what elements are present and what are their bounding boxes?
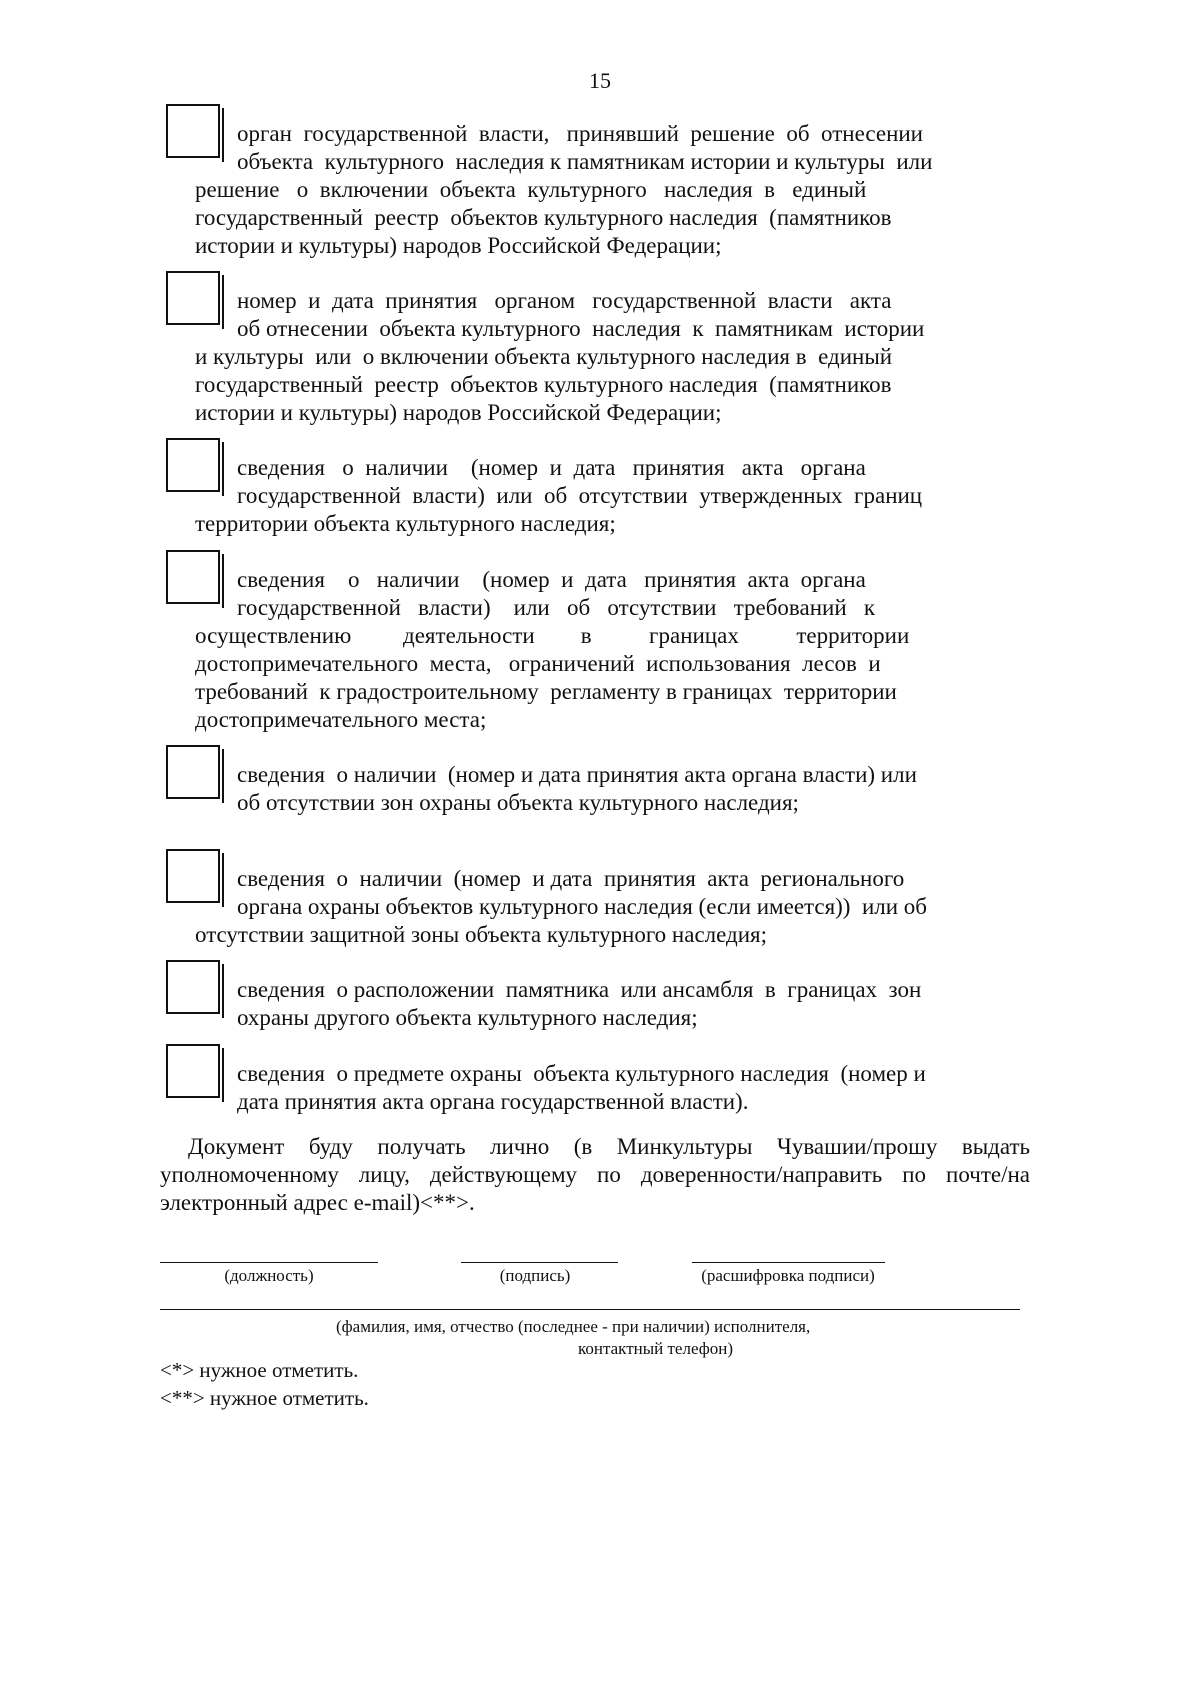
item-4-line-6: достопримечательного места; — [195, 707, 487, 732]
item-4-line-2: государственной власти) или об отсутствии требований к — [237, 595, 876, 620]
item-3-line-2: государственной власти) или об отсутствии утвержденных границ — [237, 483, 923, 508]
checkbox-2[interactable] — [166, 271, 220, 325]
delivery-paragraph: Документ буду получать лично (в Минкультуры Чувашии/прошу выдать уполномоченному лицу, действующему по доверенности/направить по почте/на электронный адрес e-mail)<**>. — [160, 1134, 1030, 1215]
executor-label-line-2: контактный телефон) — [578, 1339, 733, 1358]
decoding-label: (расшифровка подписи) — [701, 1266, 875, 1285]
item-1-line-3: решение о включении объекта культурного наследия в единый — [195, 177, 867, 202]
item-1-line-1: орган государственной власти, принявший решение об отнесении — [237, 121, 923, 146]
item-8-line-1: сведения о предмете охраны объекта культурного наследия (номер и — [237, 1061, 926, 1086]
item-3-line-1: сведения о наличии (номер и дата принятия акта органа — [237, 455, 866, 480]
item-4-line-5: требований к градостроительному регламенту в границах территории — [195, 679, 897, 704]
item-6-line-2: органа охраны объектов культурного наследия (если имеется)) или об — [237, 894, 928, 919]
executor-line[interactable] — [160, 1309, 1020, 1310]
item-5-line-1: сведения о наличии (номер и дата принятия акта органа власти) или — [237, 762, 917, 787]
checkbox-7[interactable] — [166, 960, 220, 1014]
checkbox-6[interactable] — [166, 849, 220, 903]
item-2-line-5: истории и культуры) народов Российской Федерации; — [195, 400, 722, 425]
item-2-line-1: номер и дата принятия органом государственной власти акта — [237, 288, 892, 313]
item-1-line-2: объекта культурного наследия к памятникам истории и культуры или — [237, 149, 933, 174]
page-number: 15 — [589, 68, 611, 93]
footnote-1: <*> нужное отметить. — [160, 1358, 359, 1382]
item-2-line-2: об отнесении объекта культурного наследия к памятникам истории — [237, 316, 925, 341]
signature-label: (подпись) — [499, 1266, 571, 1285]
executor-label-line-1: (фамилия, имя, отчество (последнее - при наличии) исполнителя, — [336, 1317, 811, 1336]
item-1-line-4: государственный реестр объектов культурного наследия (памятников — [195, 205, 892, 230]
checkbox-3[interactable] — [166, 438, 220, 492]
item-2-line-3: и культуры или о включении объекта культурного наследия в единый — [195, 344, 893, 369]
item-4-line-1: сведения о наличии (номер и дата принятия акта органа — [237, 567, 866, 592]
item-3-line-3: территории объекта культурного наследия; — [195, 511, 616, 536]
checkbox-4[interactable] — [166, 550, 220, 604]
item-5-line-2: об отсутствии зон охраны объекта культурного наследия; — [237, 790, 799, 815]
checkbox-5[interactable] — [166, 745, 220, 799]
item-4-line-3: осуществлению деятельности в границах территории — [195, 623, 910, 648]
decoding-signature-line[interactable] — [692, 1262, 885, 1263]
position-label: (должность) — [224, 1266, 314, 1285]
position-signature-line[interactable] — [160, 1262, 378, 1263]
signature-line[interactable] — [461, 1262, 618, 1263]
item-2-line-4: государственный реестр объектов культурного наследия (памятников — [195, 372, 892, 397]
item-7-line-2: охраны другого объекта культурного наследия; — [237, 1005, 698, 1030]
footnote-2: <**> нужное отметить. — [160, 1386, 369, 1410]
item-8-line-2: дата принятия акта органа государственной власти). — [237, 1089, 749, 1114]
item-1-line-5: истории и культуры) народов Российской Федерации; — [195, 233, 722, 258]
item-4-line-4: достопримечательного места, ограничений использования лесов и — [195, 651, 881, 676]
checkbox-8[interactable] — [166, 1044, 220, 1098]
item-6-line-3: отсутствии защитной зоны объекта культурного наследия; — [195, 922, 768, 947]
item-7-line-1: сведения о расположении памятника или ансамбля в границах зон — [237, 977, 922, 1002]
item-6-line-1: сведения о наличии (номер и дата принятия акта регионального — [237, 866, 905, 891]
checkbox-1[interactable] — [166, 104, 220, 158]
